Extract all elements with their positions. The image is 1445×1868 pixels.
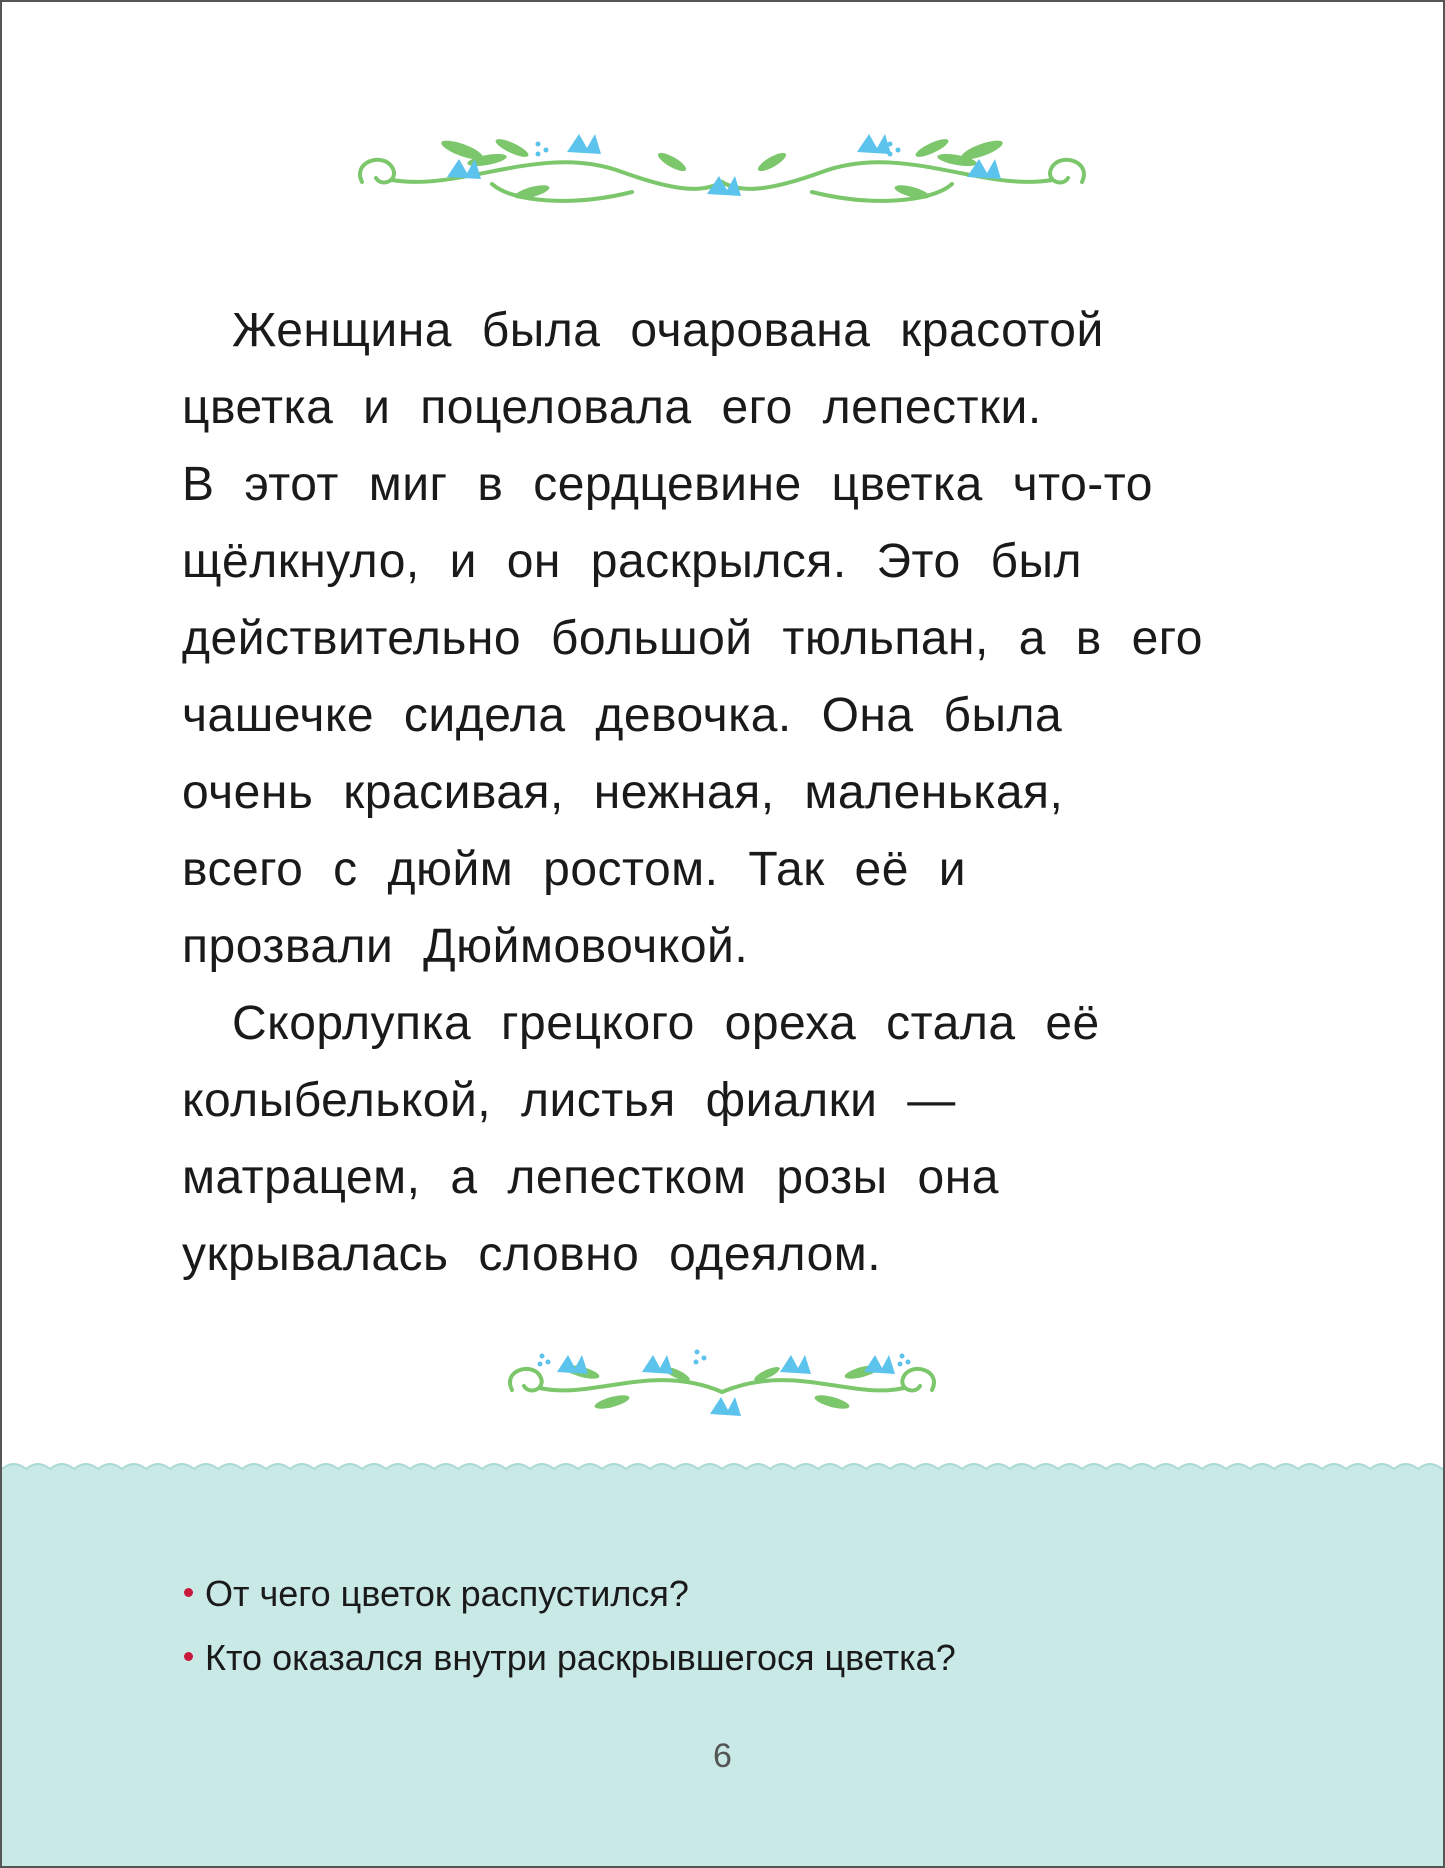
story-text xyxy=(182,292,1302,1293)
floral-ornament-top xyxy=(342,132,1102,222)
question-item xyxy=(184,1562,956,1626)
bullet-icon xyxy=(184,1588,193,1597)
story-line: укрывалась словно одеялом. xyxy=(182,1228,882,1281)
story-line: действительно большой тюльпан, а в его xyxy=(182,612,1203,665)
story-line: матрацем, а лепестком розы она xyxy=(182,1151,999,1204)
story-line: цветка и поцеловала его лепестки. xyxy=(182,381,1042,434)
story-line: В этот миг в сердцевине цветка что-то xyxy=(182,458,1153,511)
question-text: Кто оказался внутри раскрывшегося цветка? xyxy=(205,1637,956,1678)
story-line: колыбелькой, листья фиалки — xyxy=(182,1074,956,1127)
story-line: Женщина была очарована красотой xyxy=(232,304,1104,357)
floral-ornament-bottom xyxy=(492,1342,952,1432)
story-line: прозвали Дюймовочкой. xyxy=(182,920,749,973)
question-list xyxy=(184,1562,956,1690)
question-item xyxy=(184,1626,956,1690)
story-line: щёлкнуло, и он раскрылся. Это был xyxy=(182,535,1082,588)
story-line: чашечке сидела девочка. Она была xyxy=(182,689,1063,742)
story-line: всего с дюйм ростом. Так её и xyxy=(182,843,967,896)
story-line: очень красивая, нежная, маленькая, xyxy=(182,766,1064,819)
bullet-icon xyxy=(184,1652,193,1661)
page-number: 6 xyxy=(713,1737,732,1775)
story-line: Скорлупка грецкого ореха стала её xyxy=(232,997,1100,1050)
question-text: От чего цветок распустился? xyxy=(205,1573,689,1614)
